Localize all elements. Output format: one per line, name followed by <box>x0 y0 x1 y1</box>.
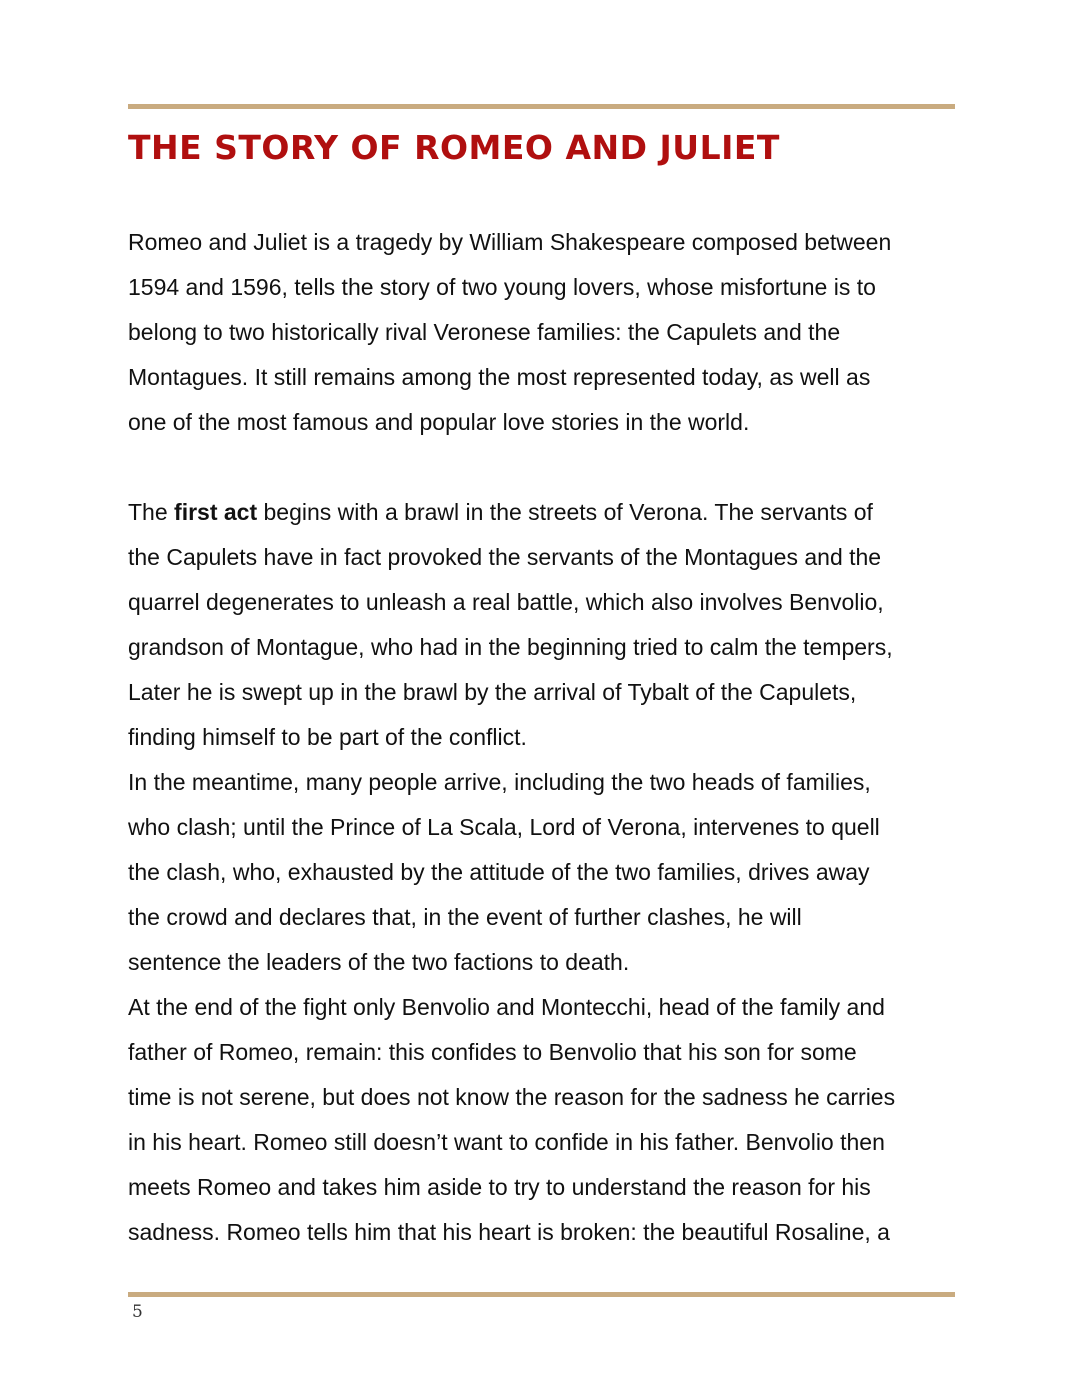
text-line: At the end of the fight only Benvolio and Montecchi, head of the family and <box>128 994 885 1020</box>
text-line: the Capulets have in fact provoked the servants of the Montagues and the <box>128 544 882 570</box>
text-line: belong to two historically rival Veronese families: the Capulets and the <box>128 319 841 345</box>
text-line: meets Romeo and takes him aside to try to understand the reason for his <box>128 1174 871 1200</box>
body-text <box>128 220 968 1255</box>
text-fragment: The <box>128 499 175 525</box>
text-line: 1594 and 1596, tells the story of two young lovers, whose misfortune is to <box>128 274 876 300</box>
top-divider <box>128 104 955 109</box>
text-line: the clash, who, exhausted by the attitude of the two families, drives away <box>128 859 870 885</box>
bottom-divider <box>128 1292 955 1297</box>
paragraph-first-act <box>128 490 968 1255</box>
text-line: time is not serene, but does not know the reason for the sadness he carries <box>128 1084 896 1110</box>
text-line: finding himself to be part of the conflict. <box>128 724 527 750</box>
text-fragment: begins with a brawl in the streets of Verona. The servants of <box>257 499 873 525</box>
text-line: In the meantime, many people arrive, including the two heads of families, <box>128 769 871 795</box>
text-line: one of the most famous and popular love stories in the world. <box>128 409 750 435</box>
page-title: THE STORY OF ROMEO AND JULIET <box>128 128 780 167</box>
text-line: Romeo and Juliet is a tragedy by William Shakespeare composed between <box>128 229 892 255</box>
emphasis-first-act: first act <box>174 499 258 525</box>
text-line: who clash; until the Prince of La Scala, Lord of Verona, intervenes to quell <box>128 814 880 840</box>
paragraph-intro <box>128 220 968 445</box>
text-line: quarrel degenerates to unleash a real battle, which also involves Benvolio, <box>128 589 884 615</box>
text-line <box>128 490 968 535</box>
text-line: in his heart. Romeo still doesn’t want to confide in his father. Benvolio then <box>128 1129 885 1155</box>
text-line: grandson of Montague, who had in the beginning tried to calm the tempers, <box>128 634 893 660</box>
text-line: Montagues. It still remains among the most represented today, as well as <box>128 364 871 390</box>
paragraph-gap <box>128 445 968 490</box>
text-line: sadness. Romeo tells him that his heart is broken: the beautiful Rosaline, a <box>128 1219 890 1245</box>
text-line: sentence the leaders of the two factions to death. <box>128 949 630 975</box>
page-number: 5 <box>132 1302 143 1322</box>
text-line: father of Romeo, remain: this confides to Benvolio that his son for some <box>128 1039 857 1065</box>
text-line: Later he is swept up in the brawl by the arrival of Tybalt of the Capulets, <box>128 679 857 705</box>
text-line: the crowd and declares that, in the event of further clashes, he will <box>128 904 802 930</box>
